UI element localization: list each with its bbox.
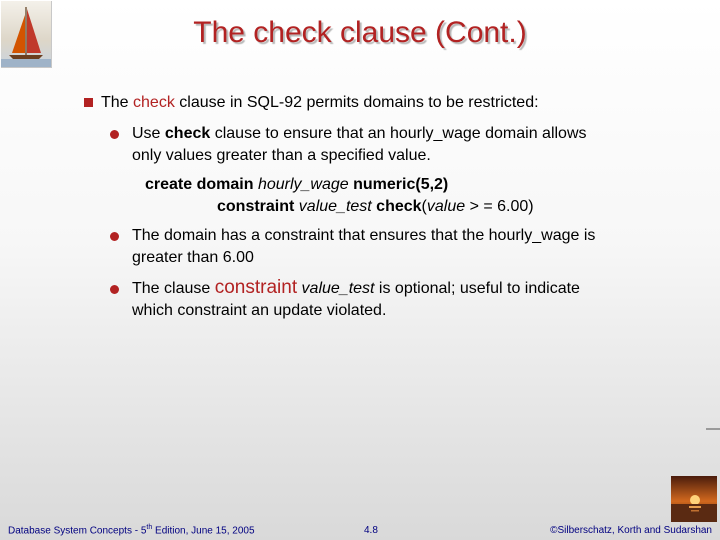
- round-bullet-icon: [110, 285, 119, 294]
- footer-book-title: Database System Concepts - 5th Edition, June 15, 2005: [8, 523, 255, 536]
- code-line-create-domain: create domain hourly_wage numeric(5,2): [145, 176, 449, 193]
- sub-bullet-domain-constraint-line2: greater than 6.00: [132, 249, 254, 266]
- slide-title: The check clause (Cont.): [193, 16, 527, 49]
- sunset-icon: [671, 476, 717, 522]
- footer-slide-number: 4.8: [364, 525, 378, 536]
- keyword-check: check: [133, 94, 175, 111]
- decorative-line: [706, 428, 720, 430]
- sunset-logo: [671, 476, 717, 522]
- bullet-check-clause: The check clause in SQL-92 permits domains to be restricted:: [101, 94, 539, 111]
- keyword-constraint: constraint: [214, 277, 298, 298]
- sub-bullet-constraint-optional-line2: which constraint an update violated.: [132, 302, 387, 319]
- sub-bullet-use-check-line2: only values greater than a specified value.: [132, 147, 431, 164]
- footer-copyright: ©Silberschatz, Korth and Sudarshan: [550, 525, 712, 536]
- sub-bullet-constraint-optional: The clause constraint value_test is optional; useful to indicate: [132, 277, 580, 298]
- round-bullet-icon: [110, 232, 119, 241]
- code-line-constraint: constraint value_test check(value > = 6.00): [217, 198, 534, 215]
- sub-bullet-use-check: Use check clause to ensure that an hourly_wage domain allows: [132, 125, 587, 142]
- round-bullet-icon: [110, 130, 119, 139]
- square-bullet-icon: [84, 98, 93, 107]
- sub-bullet-domain-constraint: The domain has a constraint that ensures that the hourly_wage is: [132, 227, 596, 244]
